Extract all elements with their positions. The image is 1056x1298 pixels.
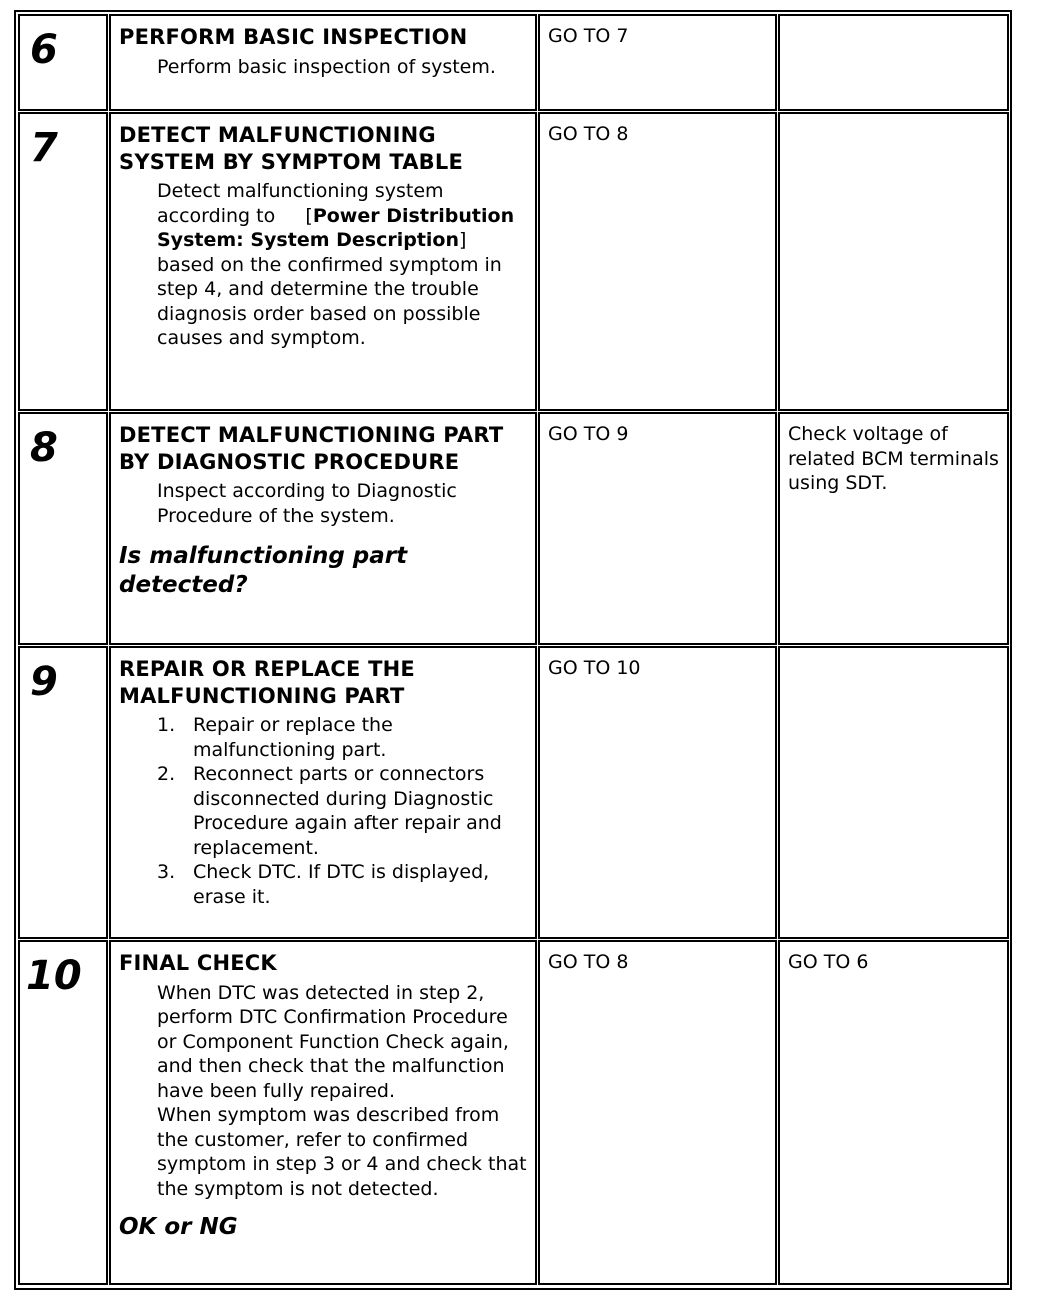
reference-link[interactable]: Power Distribution System: System Description: [157, 204, 515, 251]
step-description-cell: [109, 646, 537, 939]
list-item: 1. Repair or replace the malfunctioning part.: [157, 714, 393, 761]
step-heading: PERFORM BASIC INSPECTION: [119, 25, 468, 49]
ng-result-cell: [778, 14, 1009, 111]
step-body: Inspect according to Diagnostic Procedure of the system.: [157, 480, 457, 527]
step-description-cell: [109, 940, 537, 1285]
step-body: Detect malfunctioning system according to [Power Distribution System: System Description] based on the confirmed symptom in step 4, and determine the trouble diagnosis order based on possible causes and symptom.: [157, 180, 515, 349]
ng-result-cell: [778, 412, 1009, 645]
ok-result: GO TO 9: [548, 423, 629, 445]
step-heading: DETECT MALFUNCTIONING SYSTEM BY SYMPTOM TABLE: [119, 123, 463, 174]
step-body: When symptom was described from the customer, refer to confirmed symptom in step 3 or 4 and check that the symptom is not detected.: [157, 1104, 527, 1200]
ng-result: GO TO 6: [788, 951, 869, 973]
ng-result-cell: [778, 940, 1009, 1285]
step-number: 9: [30, 659, 58, 705]
list-item: 3. Check DTC. If DTC is displayed, erase it.: [157, 861, 490, 908]
list-item: 2. Reconnect parts or connectors disconnected during Diagnostic Procedure again after repair and replacement.: [157, 763, 502, 859]
ok-result-cell: [538, 14, 777, 111]
step-number-cell: [18, 940, 108, 1285]
step-number-cell: [18, 112, 108, 411]
ok-result: GO TO 10: [548, 657, 641, 679]
ok-result-cell: [538, 940, 777, 1285]
step-heading: REPAIR OR REPLACE THE MALFUNCTIONING PART: [119, 657, 415, 708]
step-number: 8: [30, 425, 58, 471]
step-number: 7: [30, 125, 58, 171]
ok-result: GO TO 8: [548, 951, 629, 973]
step-question: OK or NG: [119, 1214, 238, 1240]
ok-result: GO TO 7: [548, 25, 629, 47]
step-number-cell: [18, 412, 108, 645]
step-body: Perform basic inspection of system.: [157, 55, 496, 78]
step-number: 6: [30, 27, 58, 73]
procedure-list: [119, 713, 529, 909]
step-number-cell: [18, 14, 108, 111]
ok-result-cell: [538, 112, 777, 411]
step-heading: DETECT MALFUNCTIONING PART BY DIAGNOSTIC PROCEDURE: [119, 423, 504, 474]
ok-result-cell: [538, 412, 777, 645]
step-body: When DTC was detected in step 2, perform DTC Confirmation Procedure or Component Function Check again, and then check that the malfunction have been fully repaired.: [157, 981, 509, 1102]
ok-result: GO TO 8: [548, 123, 629, 145]
step-body-text: Detect malfunctioning system according to: [157, 180, 444, 227]
step-description-cell: [109, 412, 537, 645]
step-body-text: based on the confirmed symptom in step 4, and determine the trouble diagnosis order based on possible causes and symptom.: [157, 253, 502, 349]
ng-result-cell: [778, 646, 1009, 939]
ng-result-cell: [778, 112, 1009, 411]
ok-result-cell: [538, 646, 777, 939]
step-heading: FINAL CHECK: [119, 951, 277, 975]
step-number: 10: [26, 953, 82, 999]
step-question: Is malfunctioning part detected?: [119, 543, 408, 598]
step-description-cell: [109, 112, 537, 411]
ng-result: Check voltage of related BCM terminals using SDT.: [788, 423, 999, 494]
step-number-cell: [18, 646, 108, 939]
step-description-cell: [109, 14, 537, 111]
